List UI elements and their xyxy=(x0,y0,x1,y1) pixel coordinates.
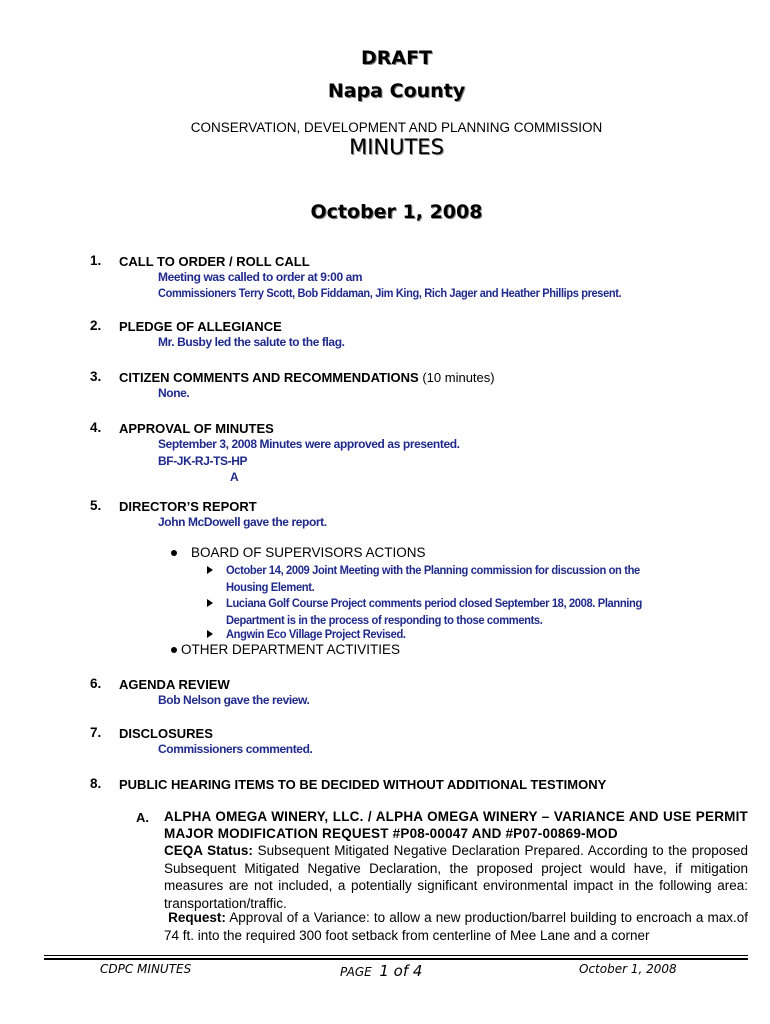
sub-bullet-item: Luciana Golf Course Project comments period closed September 18, 2008. Planning Department is in the process of responding to those comments. xyxy=(226,596,642,627)
request-paragraph xyxy=(164,909,748,944)
draft-label: DRAFT xyxy=(360,47,433,69)
item-note: September 3, 2008 Minutes were approved as presented. xyxy=(158,437,460,451)
request-text: Approval of a Variance: to allow a new production/barrel building to encroach a max.of 74 ft. into the required 300 foot setback from centerline of Mee Lane and a corner xyxy=(164,910,748,943)
item-note: None. xyxy=(158,386,190,400)
footer-page-value: 1 of 4 xyxy=(379,962,423,980)
footer-left: CDPC MINUTES xyxy=(100,962,192,976)
bullet-item xyxy=(171,642,400,657)
item-title: DISCLOSURES xyxy=(119,726,213,741)
item-title: PLEDGE OF ALLEGIANCE xyxy=(119,319,282,334)
item-number: 1. xyxy=(90,253,102,268)
item-note: Bob Nelson gave the review. xyxy=(158,693,310,707)
item-number: 8. xyxy=(90,776,102,791)
bullet-label: BOARD OF SUPERVISORS ACTIONS xyxy=(191,545,426,560)
sub-bullet-item: October 14, 2009 Joint Meeting with the Planning commission for discussion on the Housing Element. xyxy=(226,563,640,594)
bullet-item xyxy=(171,545,426,560)
item-note: BF-JK-RJ-TS-HP xyxy=(158,454,248,468)
triangle-bullet-icon xyxy=(207,630,213,638)
bullet-icon xyxy=(171,647,177,653)
item-note: John McDowell gave the report. xyxy=(158,515,327,529)
item-title: CALL TO ORDER / ROLL CALL xyxy=(119,254,310,269)
bullet-icon xyxy=(171,550,177,556)
item-number: 6. xyxy=(90,676,102,691)
item-note: Meeting was called to order at 9:00 am xyxy=(158,270,363,284)
footer-rule xyxy=(44,958,748,960)
request-label: Request: xyxy=(168,910,226,925)
ceqa-paragraph xyxy=(164,842,748,912)
item-number: 4. xyxy=(90,420,102,435)
triangle-bullet-icon xyxy=(207,566,213,574)
item-number: 7. xyxy=(90,725,102,740)
ceqa-text: Subsequent Mitigated Negative Declaration Prepared. According to the proposed Subsequent Mitigated Negative Declaration, the proposed project would have, if mitigation measures are not included, a potentially significant environmental impact in the following area: transportation/traffic. xyxy=(164,843,748,911)
item-title-suffix: (10 minutes) xyxy=(422,370,495,385)
hearing-subject: ALPHA OMEGA WINERY, LLC. / ALPHA OMEGA WINERY – VARIANCE AND USE PERMIT MAJOR MODIFICATION REQUEST #P08-00047 AND #P07-00869-MOD xyxy=(164,809,748,841)
footer-page-label: PAGE xyxy=(340,965,372,979)
item-number: 5. xyxy=(90,498,102,513)
item-note: Mr. Busby led the salute to the flag. xyxy=(158,335,345,349)
item-title: APPROVAL OF MINUTES xyxy=(119,421,274,436)
item-note: Commissioners Terry Scott, Bob Fiddaman, Jim King, Rich Jager and Heather Phillips present. xyxy=(158,286,622,300)
item-note: Commissioners commented. xyxy=(158,742,313,756)
footer-page xyxy=(340,962,422,980)
bullet-label: OTHER DEPARTMENT ACTIVITIES xyxy=(181,642,401,657)
item-number: 2. xyxy=(90,318,102,333)
meeting-date: October 1, 2008 xyxy=(310,201,483,223)
item-title-text: CITIZEN COMMENTS AND RECOMMENDATIONS xyxy=(119,370,419,385)
county-name: Napa County xyxy=(327,80,466,102)
commission-name: CONSERVATION, DEVELOPMENT AND PLANNING COMMISSION xyxy=(190,120,603,135)
ceqa-label: CEQA Status: xyxy=(164,843,253,858)
triangle-bullet-icon xyxy=(207,599,213,607)
footer-rule xyxy=(44,955,748,956)
item-title: AGENDA REVIEW xyxy=(119,677,230,692)
item-title xyxy=(119,370,495,385)
sub-bullet-item: Angwin Eco Village Project Revised. xyxy=(226,627,406,641)
footer-right: October 1, 2008 xyxy=(579,962,677,976)
item-number: 3. xyxy=(90,369,102,384)
item-note: A xyxy=(230,470,239,484)
minutes-title: MINUTES xyxy=(349,135,444,159)
item-title: DIRECTOR’S REPORT xyxy=(119,499,257,514)
item-title: PUBLIC HEARING ITEMS TO BE DECIDED WITHOUT ADDITIONAL TESTIMONY xyxy=(119,777,607,792)
hearing-letter: A. xyxy=(136,810,149,825)
